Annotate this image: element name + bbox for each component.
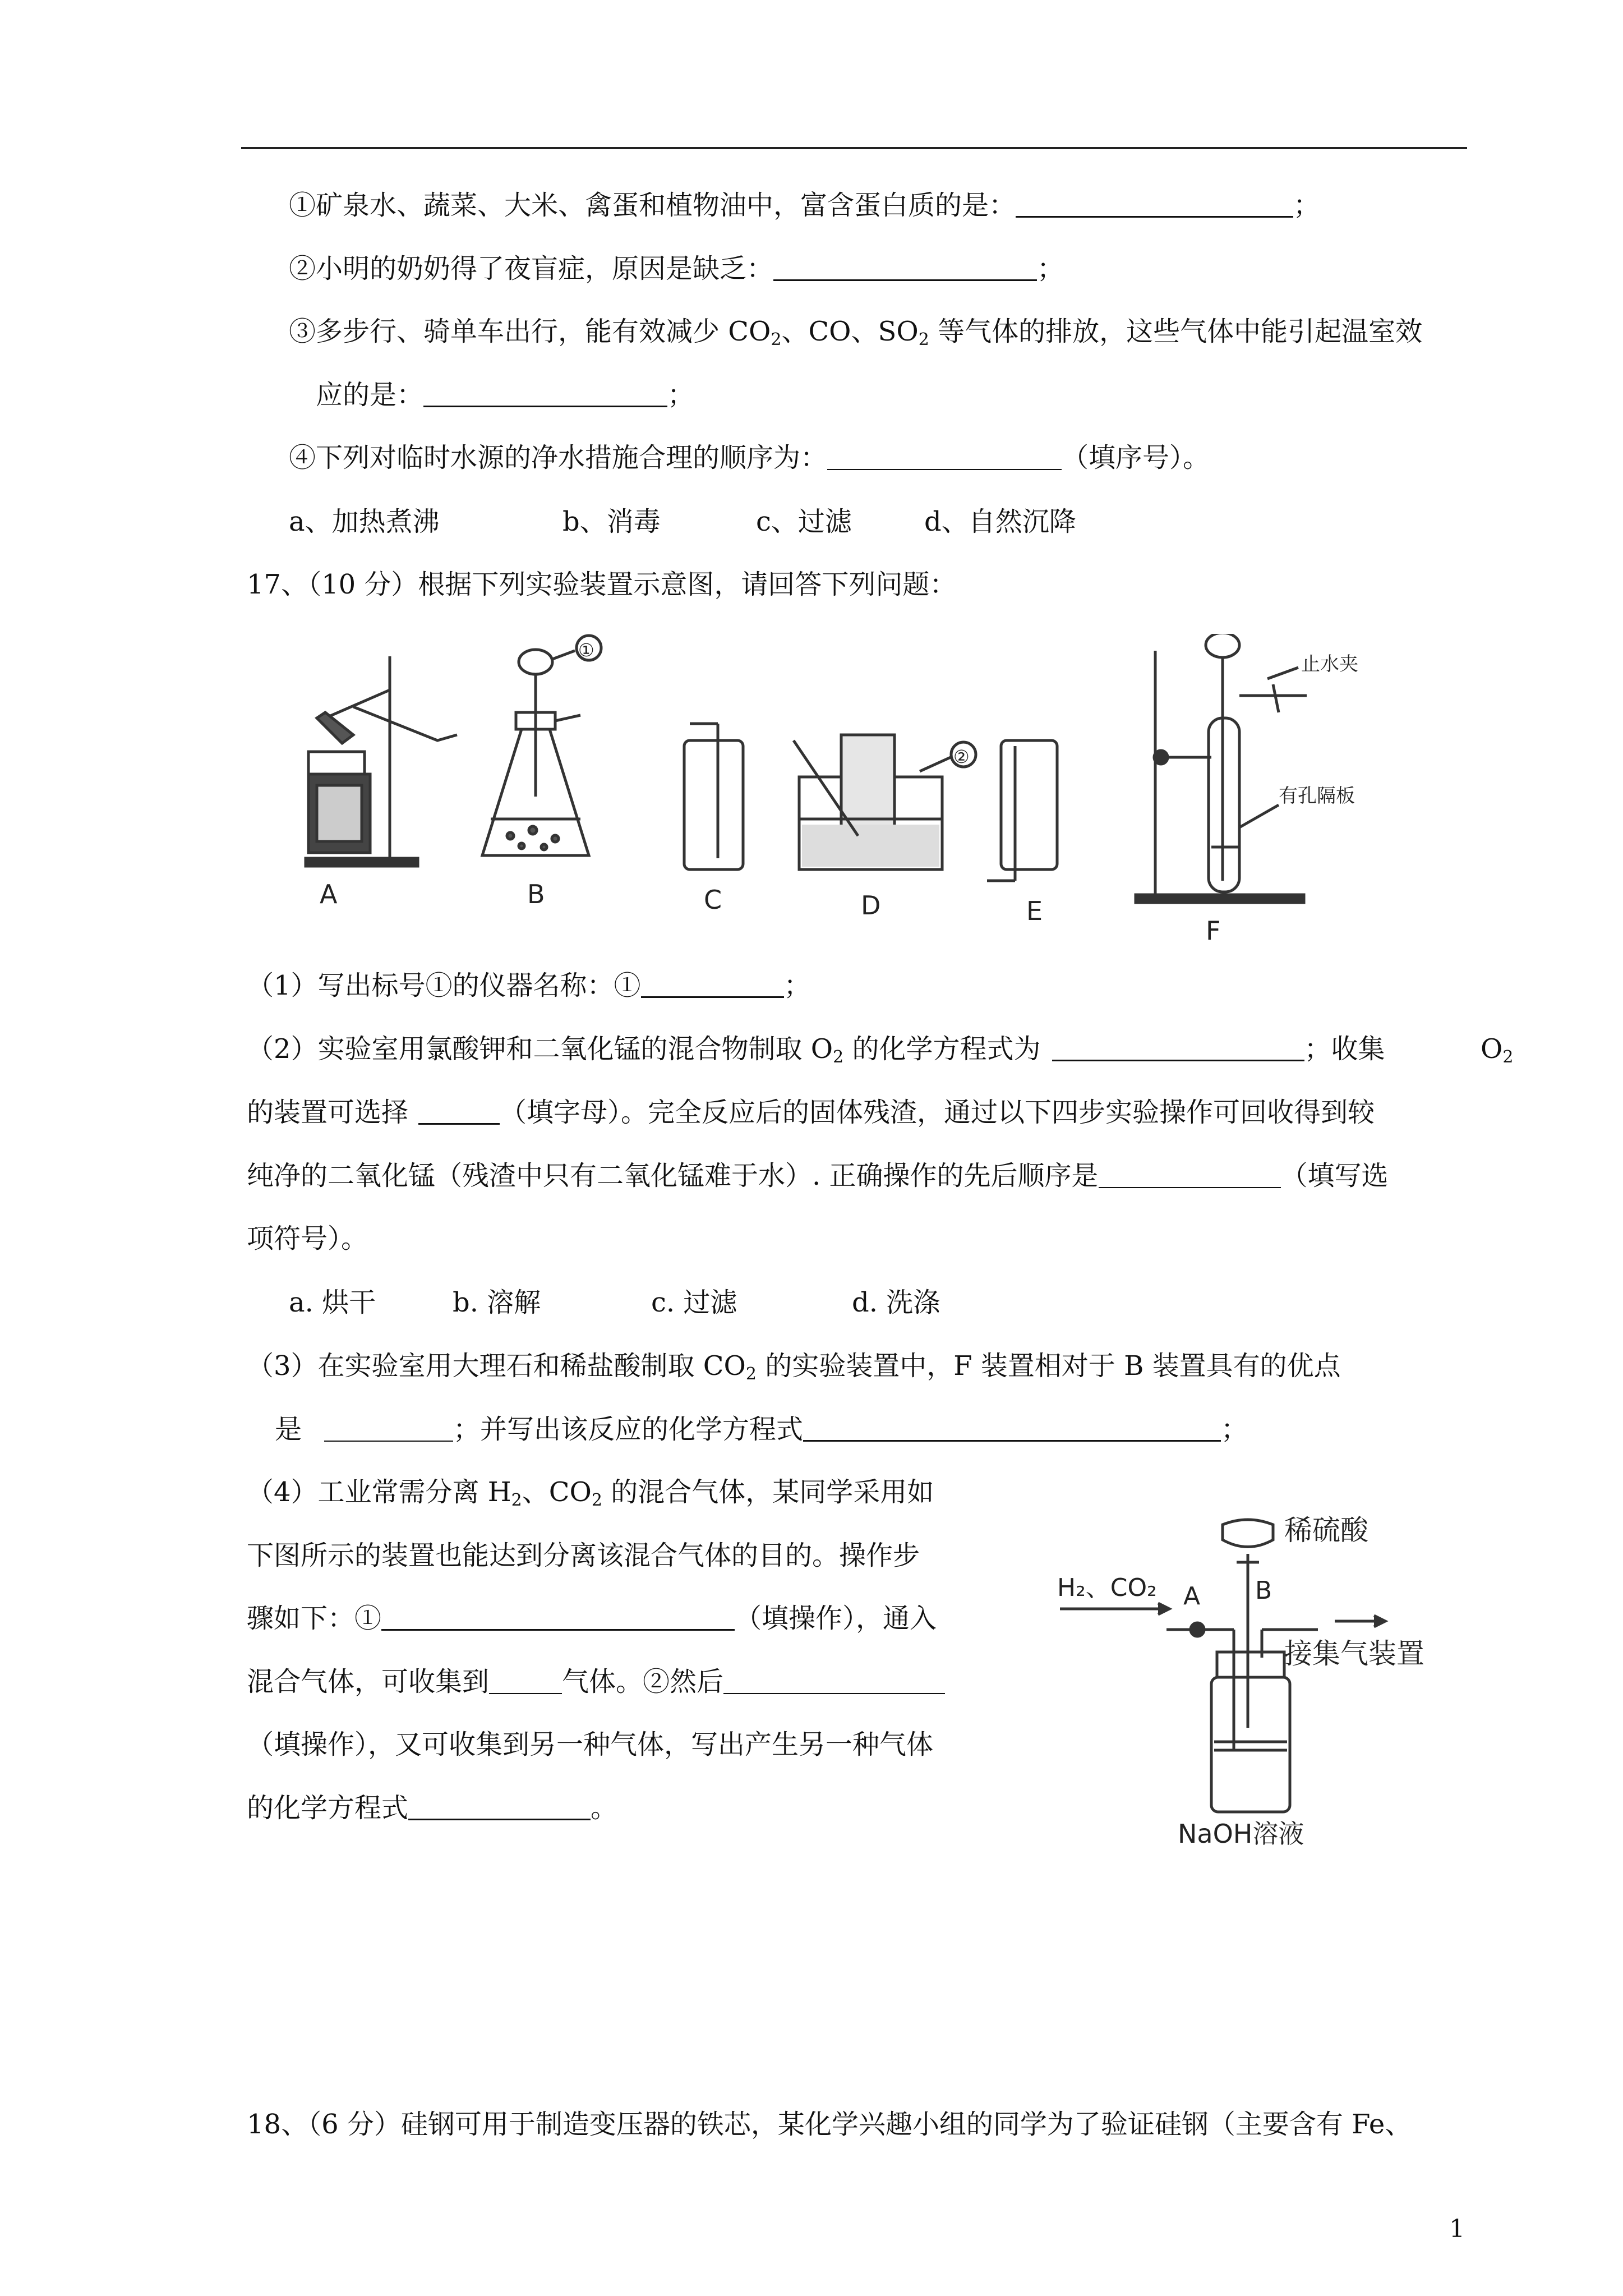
answer-blank[interactable] xyxy=(324,1416,453,1442)
apparatus-label: D xyxy=(861,890,881,921)
q16-item2: ②小明的奶奶得了夜盲症，原因是缺乏： ； xyxy=(289,253,1064,284)
gas-inlet-label: H₂、CO₂ xyxy=(1057,1573,1157,1602)
q17-o2: $O_2$ xyxy=(1481,1033,1514,1067)
q16-item3: ③多步行、骑单车出行，能有效减少 $CO_2$、CO、$SO_2$ 等气体的排放，这些气体中能引起温室效 xyxy=(289,316,1423,349)
option: a、加热煮沸 xyxy=(289,506,440,537)
answer-blank[interactable] xyxy=(773,255,1037,281)
q17-part4: （4）工业常需分离 $H_2$、$CO_2$ 的混合气体，某同学采用如 xyxy=(247,1476,934,1510)
answer-blank[interactable] xyxy=(723,1668,945,1694)
q18-text: 18、（6 分）硅钢可用于制造变压器的铁芯，某化学兴趣小组的同学为了验证硅钢（主要含有 Fe、 xyxy=(247,2109,1412,2140)
q17-part4-line6: 的化学方程式 。 xyxy=(247,1792,618,1824)
q17-heading: 17、（10 分）根据下列实验装置示意图，请回答下列问题： xyxy=(247,569,957,600)
q17-part4-line2: 下图所示的装置也能达到分离该混合气体的目的。操作步 xyxy=(247,1540,920,1571)
option: c、过滤 xyxy=(756,506,852,537)
apparatus-label: A xyxy=(320,879,338,909)
separation-apparatus-figure xyxy=(1054,1509,1481,1851)
outlet-label: 接集气装置 xyxy=(1284,1637,1424,1670)
apparatus-figure xyxy=(292,634,1391,948)
answer-blank[interactable] xyxy=(1052,1035,1304,1061)
q16-options xyxy=(289,505,1076,539)
apparatus-label: C xyxy=(704,885,722,915)
q17-part2: （2）实验室用氯酸钾和二氧化锰的混合物制取 $O_2$ 的化学方程式为 ；收集 xyxy=(247,1033,1385,1067)
clamp-label: 止水夹 xyxy=(1301,653,1358,675)
marker-2: ② xyxy=(953,746,970,767)
option: d. 洗涤 xyxy=(852,1287,940,1318)
answer-blank[interactable] xyxy=(423,381,667,407)
q17-options xyxy=(289,1286,940,1319)
answer-blank[interactable] xyxy=(1016,191,1293,218)
q16-item4: ④下列对临时水源的净水措施合理的顺序为： （填序号）。 xyxy=(289,442,1210,473)
apparatus-e xyxy=(987,740,1057,926)
q17-part3: （3）在实验室用大理石和稀盐酸制取 $CO_2$ 的实验装置中，F 装置相对于 B 装置具有的优点 xyxy=(247,1350,1341,1384)
apparatus-c xyxy=(684,724,743,915)
q16-item3-cont: 应的是： ； xyxy=(316,379,695,411)
answer-blank[interactable] xyxy=(408,1794,591,1820)
apparatus-label: B xyxy=(527,879,545,909)
answer-blank[interactable] xyxy=(827,444,1062,470)
option: a. 烘干 xyxy=(289,1287,376,1318)
option: b、消毒 xyxy=(562,506,661,537)
q17-part3-line2: 是 ；并写出该反应的化学方程式 ； xyxy=(275,1414,1248,1445)
apparatus-b xyxy=(482,636,601,909)
option: c. 过滤 xyxy=(651,1287,737,1318)
q17-part4-line4: 混合气体，可收集到 气体。②然后 xyxy=(247,1665,945,1699)
q16-item1: ①矿泉水、蔬菜、大米、禽蛋和植物油中，富含蛋白质的是： ； xyxy=(289,190,1321,221)
q17-part2-line4: 项符号）。 xyxy=(247,1223,368,1254)
acid-label: 稀硫酸 xyxy=(1284,1514,1368,1547)
q17-part2-line3: 纯净的二氧化锰（残渣中只有二氧化锰难于水）. 正确操作的先后顺序是 （填写选 xyxy=(247,1160,1389,1191)
apparatus-f xyxy=(1136,634,1358,946)
q17-part1: （1）写出标号①的仪器名称：① ； xyxy=(247,970,811,1001)
solution-label: NaOH溶液 xyxy=(1178,1819,1304,1849)
answer-blank[interactable] xyxy=(641,972,784,998)
q17-part4-line3: 骤如下：① （填操作），通入 xyxy=(247,1603,937,1634)
answer-blank[interactable] xyxy=(489,1668,562,1694)
answer-blank[interactable] xyxy=(381,1604,735,1631)
apparatus-label: E xyxy=(1026,896,1043,926)
header-rule xyxy=(241,147,1467,149)
valve-b-label: B xyxy=(1255,1576,1272,1605)
option: b. 溶解 xyxy=(453,1287,541,1318)
valve-a-label: A xyxy=(1183,1582,1201,1611)
option: d、自然沉降 xyxy=(924,506,1076,537)
answer-blank[interactable] xyxy=(803,1415,1221,1442)
apparatus-d xyxy=(794,735,976,921)
answer-blank[interactable] xyxy=(418,1098,500,1125)
marker-1: ① xyxy=(578,639,594,661)
answer-blank[interactable] xyxy=(1099,1162,1281,1188)
plate-label: 有孔隔板 xyxy=(1279,785,1355,807)
apparatus-label: F xyxy=(1206,915,1221,946)
apparatus-a xyxy=(306,656,457,909)
q17-part2-line2: 的装置可选择 （填字母）。完全反应后的固体残渣，通过以下四步实验操作可回收得到较 xyxy=(247,1097,1375,1128)
page-number: 1 xyxy=(1449,2215,1465,2243)
q17-part4-line5: （填操作），又可收集到另一种气体，写出产生另一种气体 xyxy=(247,1729,934,1760)
